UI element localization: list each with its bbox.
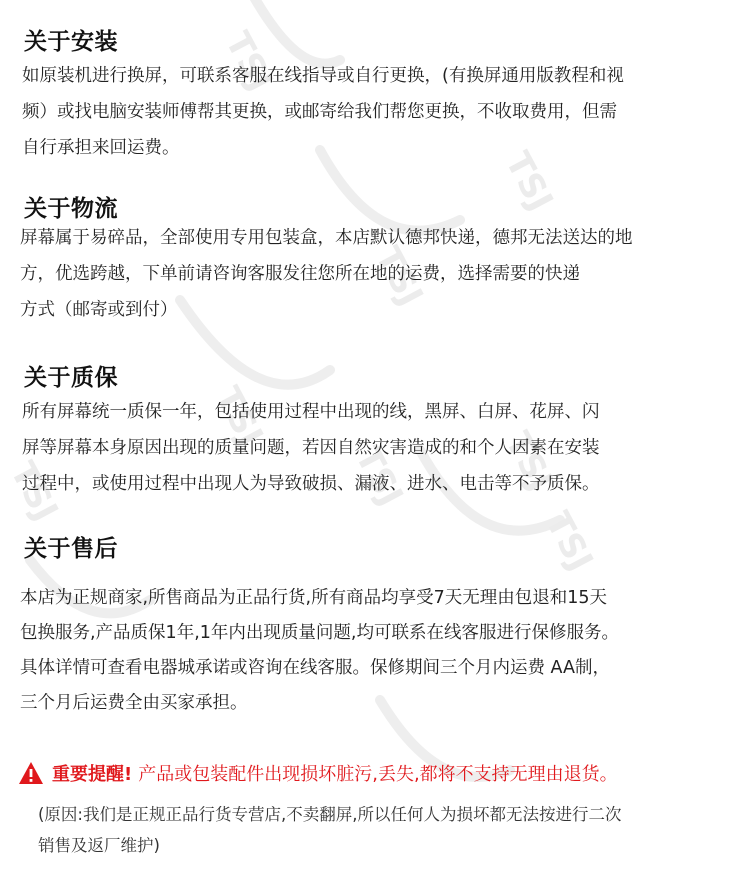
note-line: (原因:我们是正规正品行货专营店,不卖翻屏,所以任何人为损坏都无法按进行二次 <box>38 805 622 824</box>
warning-label: 重要提醒! <box>52 764 133 785</box>
section-body-warranty <box>22 394 600 502</box>
watermark-text: TSJ <box>347 440 411 513</box>
body-line: 屏等屏幕本身原因出现的质量问题，若因自然灾害造成的和个人因素在安装 <box>22 438 600 458</box>
section-title-warranty: 关于质保 <box>24 365 118 391</box>
body-line: 本店为正规商家,所售商品为正品行货,所有商品均享受7天无理由包退和15天 <box>20 588 608 608</box>
watermark-text: TSJ <box>537 505 601 578</box>
body-line: 方，优选跨越，下单前请咨询客服发往您所在地的运费，选择需要的快递 <box>20 264 580 284</box>
watermark-text: TSJ <box>497 145 561 218</box>
warning-triangle-icon <box>18 761 44 785</box>
section-body-install <box>22 58 624 166</box>
body-line: 屏幕属于易碎品，全部使用专用包装盒，本店默认德邦快递，德邦无法送达的地 <box>20 228 633 248</box>
body-line: 如原装机进行换屏，可联系客服在线指导或自行更换，(有换屏通用版教程和视 <box>22 66 624 86</box>
body-line: 方式（邮寄或到付） <box>20 300 178 320</box>
warning-banner <box>18 760 618 786</box>
section-body-logistics <box>20 220 633 328</box>
section-title-logistics: 关于物流 <box>24 196 118 222</box>
watermark-text: TSJ <box>367 240 431 313</box>
body-line: 包换服务,产品质保1年,1年内出现质量问题,均可联系在线客服进行保修服务。 <box>20 623 619 643</box>
watermark-text: TSJ <box>217 25 281 98</box>
body-line: 具体详情可查看电器城承诺或咨询在线客服。保修期间三个月内运费 AA制， <box>20 658 610 678</box>
body-line: 三个月后运费全由买家承担。 <box>20 693 248 713</box>
body-line: 自行承担来回运费。 <box>22 138 180 158</box>
watermark-text: TSJ <box>207 380 271 453</box>
section-title-aftersales: 关于售后 <box>24 536 118 562</box>
section-title-install: 关于安装 <box>24 29 118 55</box>
section-body-aftersales <box>20 581 619 721</box>
watermark-text: TSJ <box>2 455 66 528</box>
warning-note <box>38 799 622 861</box>
body-line: 所有屏幕统一质保一年，包括使用过程中出现的线，黑屏、白屏、花屏、闪 <box>22 402 600 422</box>
body-line: 频）或找电脑安装师傅帮其更换，或邮寄给我们帮您更换，不收取费用，但需 <box>22 102 617 122</box>
note-line: 销售及返厂维护) <box>38 836 160 855</box>
warning-text: 产品或包装配件出现损坏脏污,丢失,都将不支持无理由退货。 <box>138 764 618 785</box>
body-line: 过程中，或使用过程中出现人为导致破损、漏液、进水、电击等不予质保。 <box>22 474 600 494</box>
watermark-text: TSJ <box>497 425 561 498</box>
